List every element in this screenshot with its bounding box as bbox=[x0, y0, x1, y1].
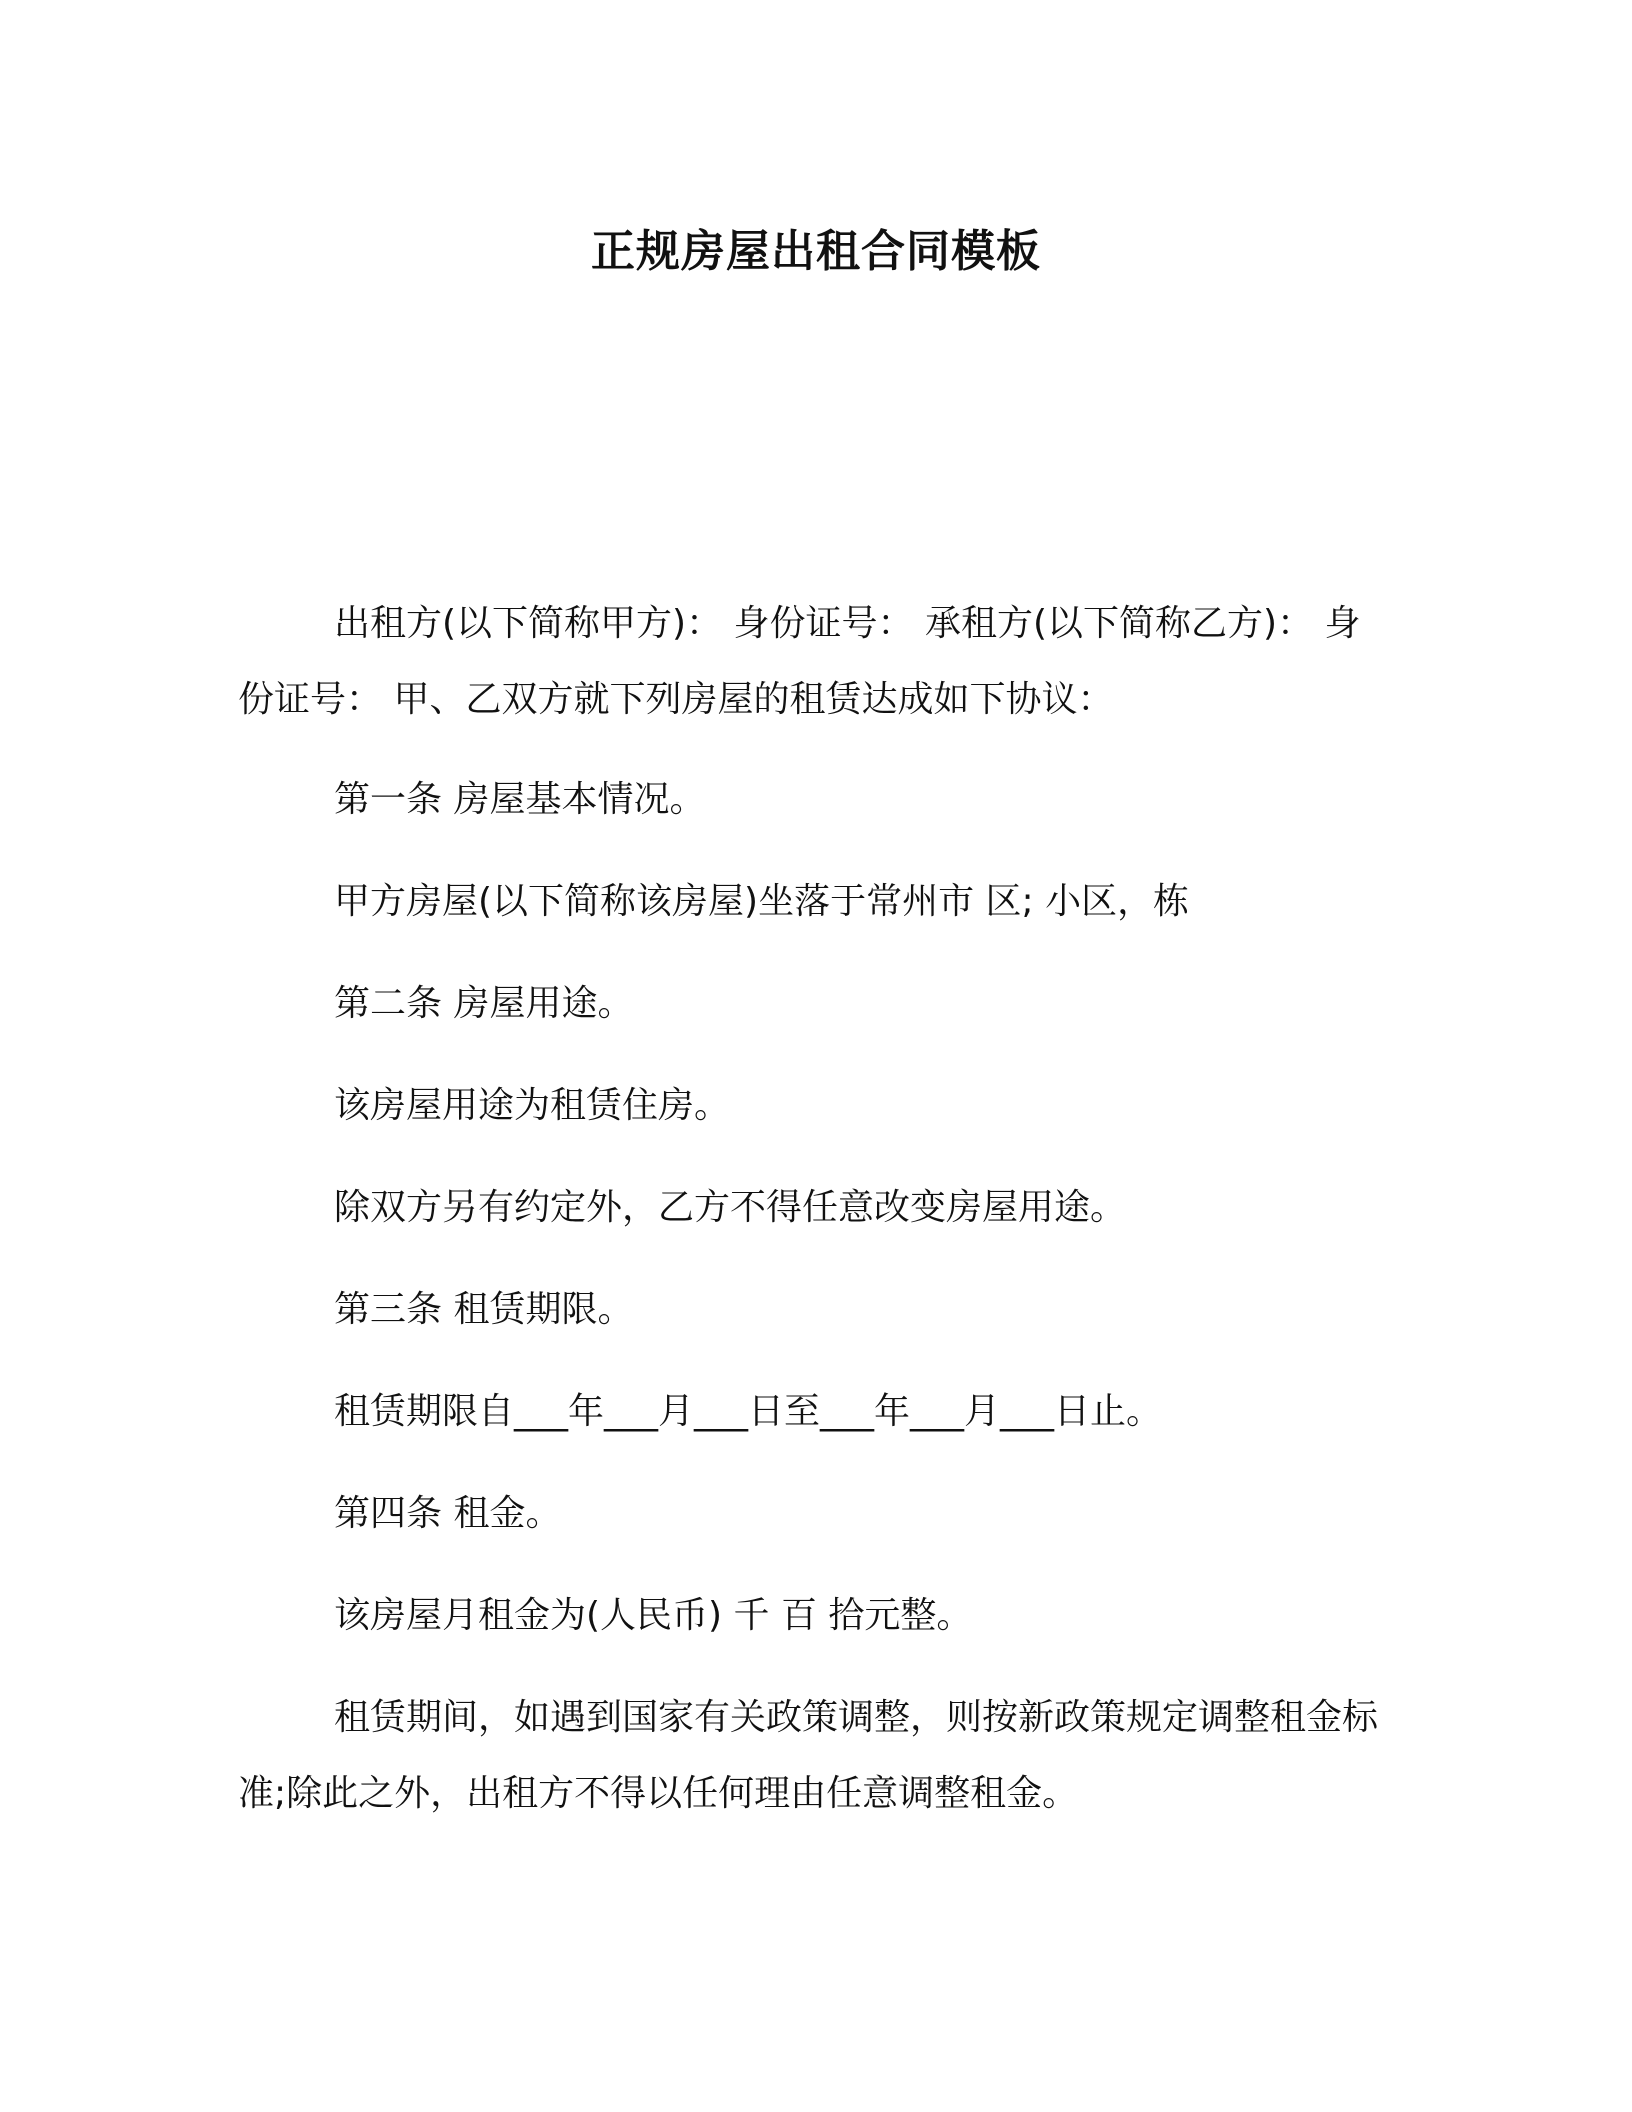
parties-paragraph: 出租方(以下简称甲方)： 身份证号： 承租方(以下简称乙方)： 身份证号： 甲、乙双方就下列房屋的租赁达成如下协议： bbox=[238, 603, 1361, 720]
article-2-restriction: 除双方另有约定外，乙方不得任意改变房屋用途。 bbox=[334, 1187, 1127, 1228]
article-4-adjustment: 租赁期间，如遇到国家有关政策调整，则按新政策规定调整租金标准;除此之外，出租方不得以任何理由任意调整租金。 bbox=[238, 1697, 1379, 1814]
article-2-use: 该房屋用途为租赁住房。 bbox=[334, 1085, 731, 1126]
article-4-heading: 第四条 租金。 bbox=[334, 1493, 562, 1534]
document-title: 正规房屋出租合同模板 bbox=[591, 226, 1041, 277]
article-1-heading: 第一条 房屋基本情况。 bbox=[334, 779, 706, 820]
article-2-heading: 第二条 房屋用途。 bbox=[334, 983, 634, 1024]
article-3-term: 租赁期限自___年___月___日至___年___月___日止。 bbox=[334, 1391, 1163, 1432]
article-1-location: 甲方房屋(以下简称该房屋)坐落于常州市 区; 小区，栋 bbox=[334, 881, 1190, 922]
article-4-rent: 该房屋月租金为(人民币) 千 百 拾元整。 bbox=[334, 1595, 973, 1636]
article-3-heading: 第三条 租赁期限。 bbox=[334, 1289, 634, 1330]
